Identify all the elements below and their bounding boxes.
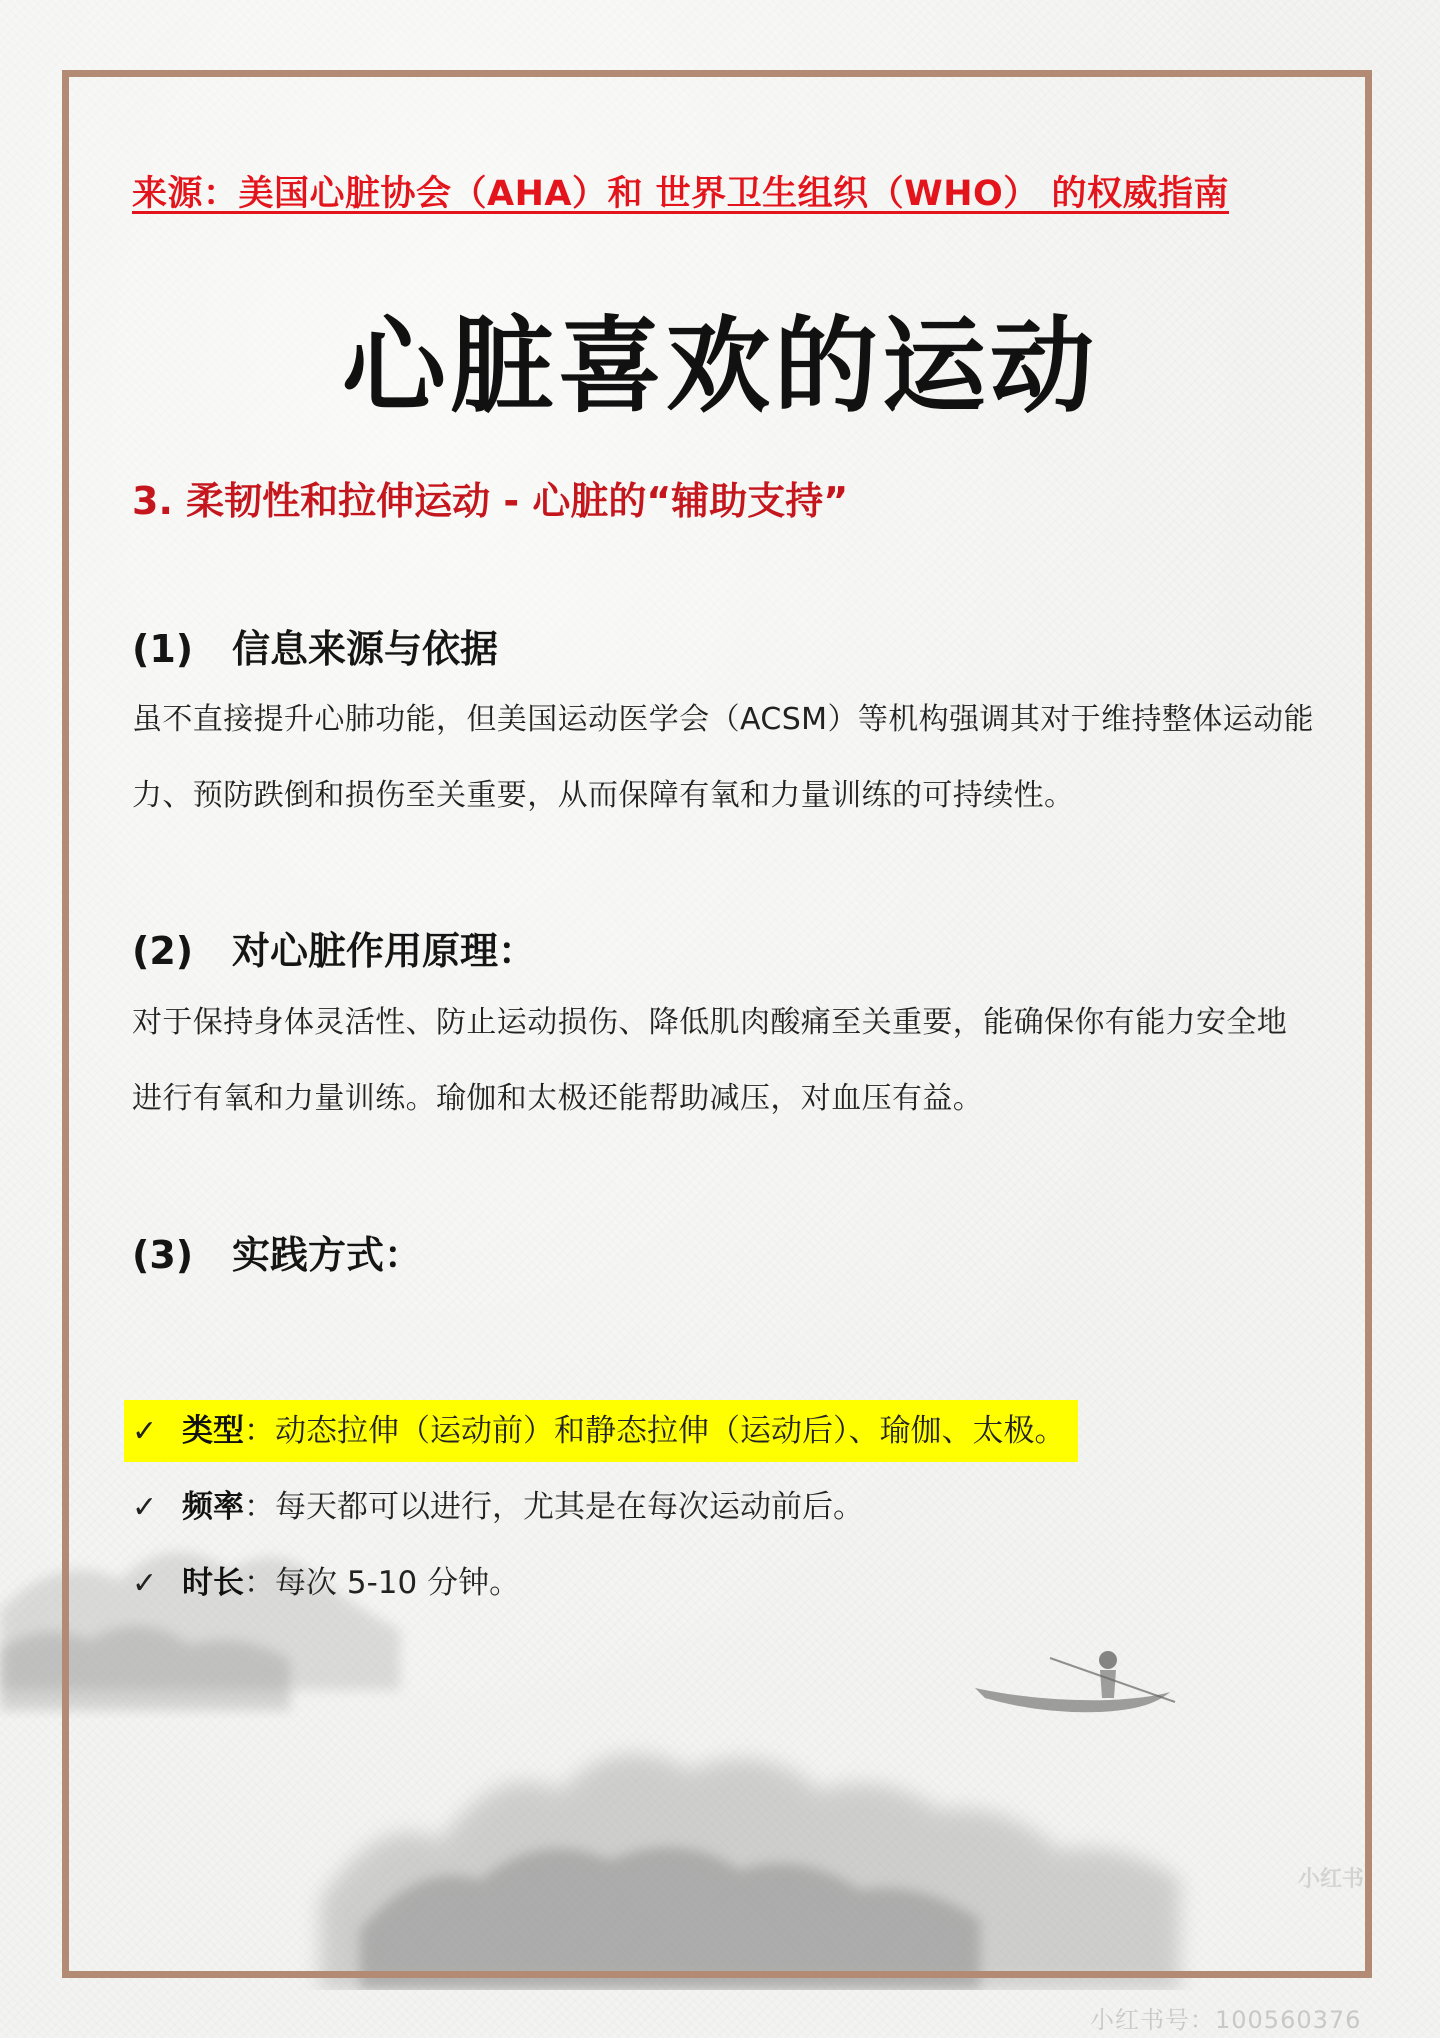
subsection-number: (2): [132, 929, 194, 973]
page-title: 心脏喜欢的运动: [341, 305, 1098, 427]
checkmark-icon: ✓: [132, 1566, 158, 1601]
subsection-heading-text: 实践方式：: [232, 1233, 423, 1277]
bullet-frequency: [132, 1476, 864, 1538]
watermark-id: 小红书号：100560376: [1090, 2006, 1362, 2034]
bullet-text: ：动态拉伸（运动前）和静态拉伸（运动后）、瑜伽、太极。: [244, 1413, 1066, 1449]
bullet-label: 时长: [182, 1565, 244, 1601]
bullet-label: 频率: [182, 1489, 244, 1525]
subsection-paragraph-2: 对于保持身体灵活性、防止运动损伤、降低肌肉酸痛至关重要，能确保你有能力安全地进行有氧和力量训练。瑜伽和太极还能帮助减压，对血压有益。: [132, 1005, 1288, 1116]
subsection-paragraph-1: 虽不直接提升心肺功能，但美国运动医学会（ACSM）等机构强调其对于维持整体运动能力、预防跌倒和损伤至关重要，从而保障有氧和力量训练的可持续性。: [132, 702, 1314, 813]
bullet-text: ：每天都可以进行，尤其是在每次运动前后。: [244, 1489, 864, 1525]
watermark-logo: 小红书: [1298, 1867, 1365, 1892]
bullet-type: [124, 1400, 1078, 1462]
bullet-duration: [132, 1552, 520, 1614]
subsection-number: (3): [132, 1233, 194, 1277]
subsection-heading-3: [132, 1224, 422, 1279]
subsection-number: (1): [132, 627, 194, 671]
source-citation: 来源：美国心脏协会（AHA）和 世界卫生组织（WHO） 的权威指南: [132, 174, 1229, 214]
bullet-text: ：每次 5-10 分钟。: [244, 1565, 521, 1601]
checkmark-icon: ✓: [132, 1414, 158, 1449]
subsection-heading-2: [132, 920, 536, 975]
section-title: 3. 柔韧性和拉伸运动 - 心脏的“辅助支持”: [132, 479, 849, 523]
subsection-heading-1: [132, 618, 498, 673]
bullet-label: 类型: [182, 1413, 244, 1449]
subsection-heading-text: 信息来源与依据: [232, 627, 499, 671]
subsection-heading-text: 对心脏作用原理：: [232, 929, 537, 973]
checkmark-icon: ✓: [132, 1490, 158, 1525]
